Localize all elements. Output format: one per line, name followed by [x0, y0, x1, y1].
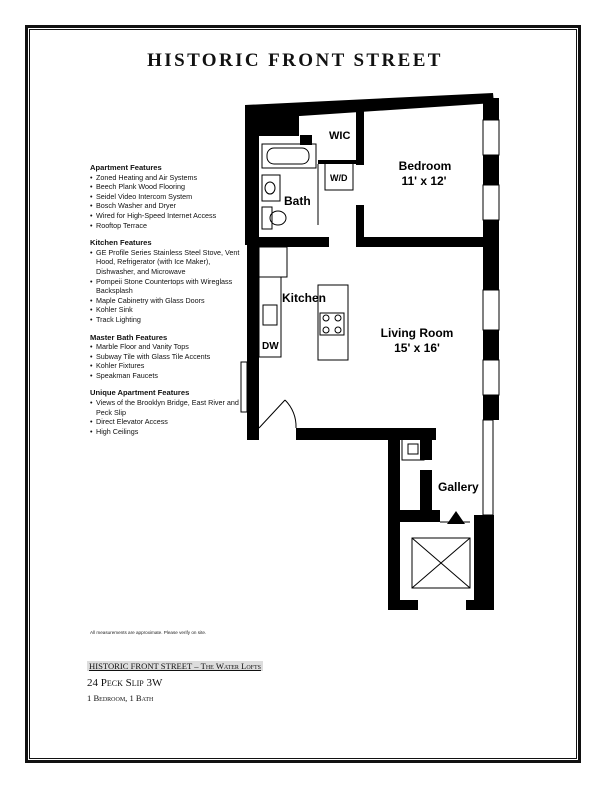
label-bath: Bath [284, 194, 311, 208]
label-living-dim: 15' x 16' [394, 341, 440, 355]
feature-item: • High Ceilings [90, 427, 250, 437]
feature-item: • Subway Tile with Glass Tile Accents [90, 352, 250, 362]
feature-item: • Direct Elevator Access [90, 417, 250, 427]
label-bedroom: Bedroom [398, 159, 452, 173]
label-dw: DW [262, 341, 279, 352]
label-wic: WIC [329, 130, 351, 142]
walls [245, 93, 499, 610]
label-wd: W/D [330, 173, 348, 183]
feature-item: • Wired for High-Speed Internet Access [90, 211, 250, 221]
listing-address: 24 Peck Slip 3W [87, 677, 163, 689]
feature-item: • Speakman Faucets [90, 371, 250, 381]
feature-item: • Pompeii Stone Countertops with Wireglass Backsplash [90, 277, 250, 296]
page-title: HISTORIC FRONT STREET [147, 50, 443, 71]
feature-item: • Seidel Video Intercom System [90, 192, 250, 202]
doors [259, 400, 470, 522]
feature-item: • Track Lighting [90, 315, 250, 325]
feature-item: • Kohler Sink [90, 305, 250, 315]
feature-heading: Kitchen Features [90, 238, 152, 248]
bath-fixtures [262, 144, 353, 229]
feature-item: • Kohler Fixtures [90, 361, 250, 371]
measurement-note: All measurements are approximate. Please verify on site. [90, 630, 207, 635]
feature-item: • Zoned Heating and Air Systems [90, 173, 250, 183]
feature-item: • GE Profile Series Stainless Steel Stove, Vent Hood, Refrigerator (with Ice Maker), Dishwasher, and Microwave [90, 248, 250, 277]
feature-item: • Bosch Washer and Dryer [90, 201, 250, 211]
feature-item: • Marble Floor and Vanity Tops [90, 342, 250, 352]
label-bedroom-dim: 11' x 12' [401, 174, 447, 188]
feature-item: • Rooftop Terrace [90, 221, 250, 231]
feature-item: • Beech Plank Wood Flooring [90, 182, 250, 192]
entry-arrow-icon [447, 511, 465, 524]
feature-heading: Unique Apartment Features [90, 388, 190, 398]
listing-info [87, 661, 263, 703]
label-gallery: Gallery [438, 480, 479, 494]
label-kitchen: Kitchen [282, 291, 327, 305]
feature-heading: Apartment Features [90, 163, 162, 172]
feature-item: • Maple Cabinetry with Glass Doors [90, 296, 250, 306]
feature-item: • Views of the Brooklyn Bridge, East River and Peck Slip [90, 398, 250, 417]
listing-beds: 1 Bedroom, 1 Bath [87, 693, 154, 703]
feature-heading: Master Bath Features [90, 332, 168, 342]
listing-title: HISTORIC FRONT STREET – The Water Lofts [89, 661, 262, 671]
label-living: Living Room [380, 326, 454, 340]
